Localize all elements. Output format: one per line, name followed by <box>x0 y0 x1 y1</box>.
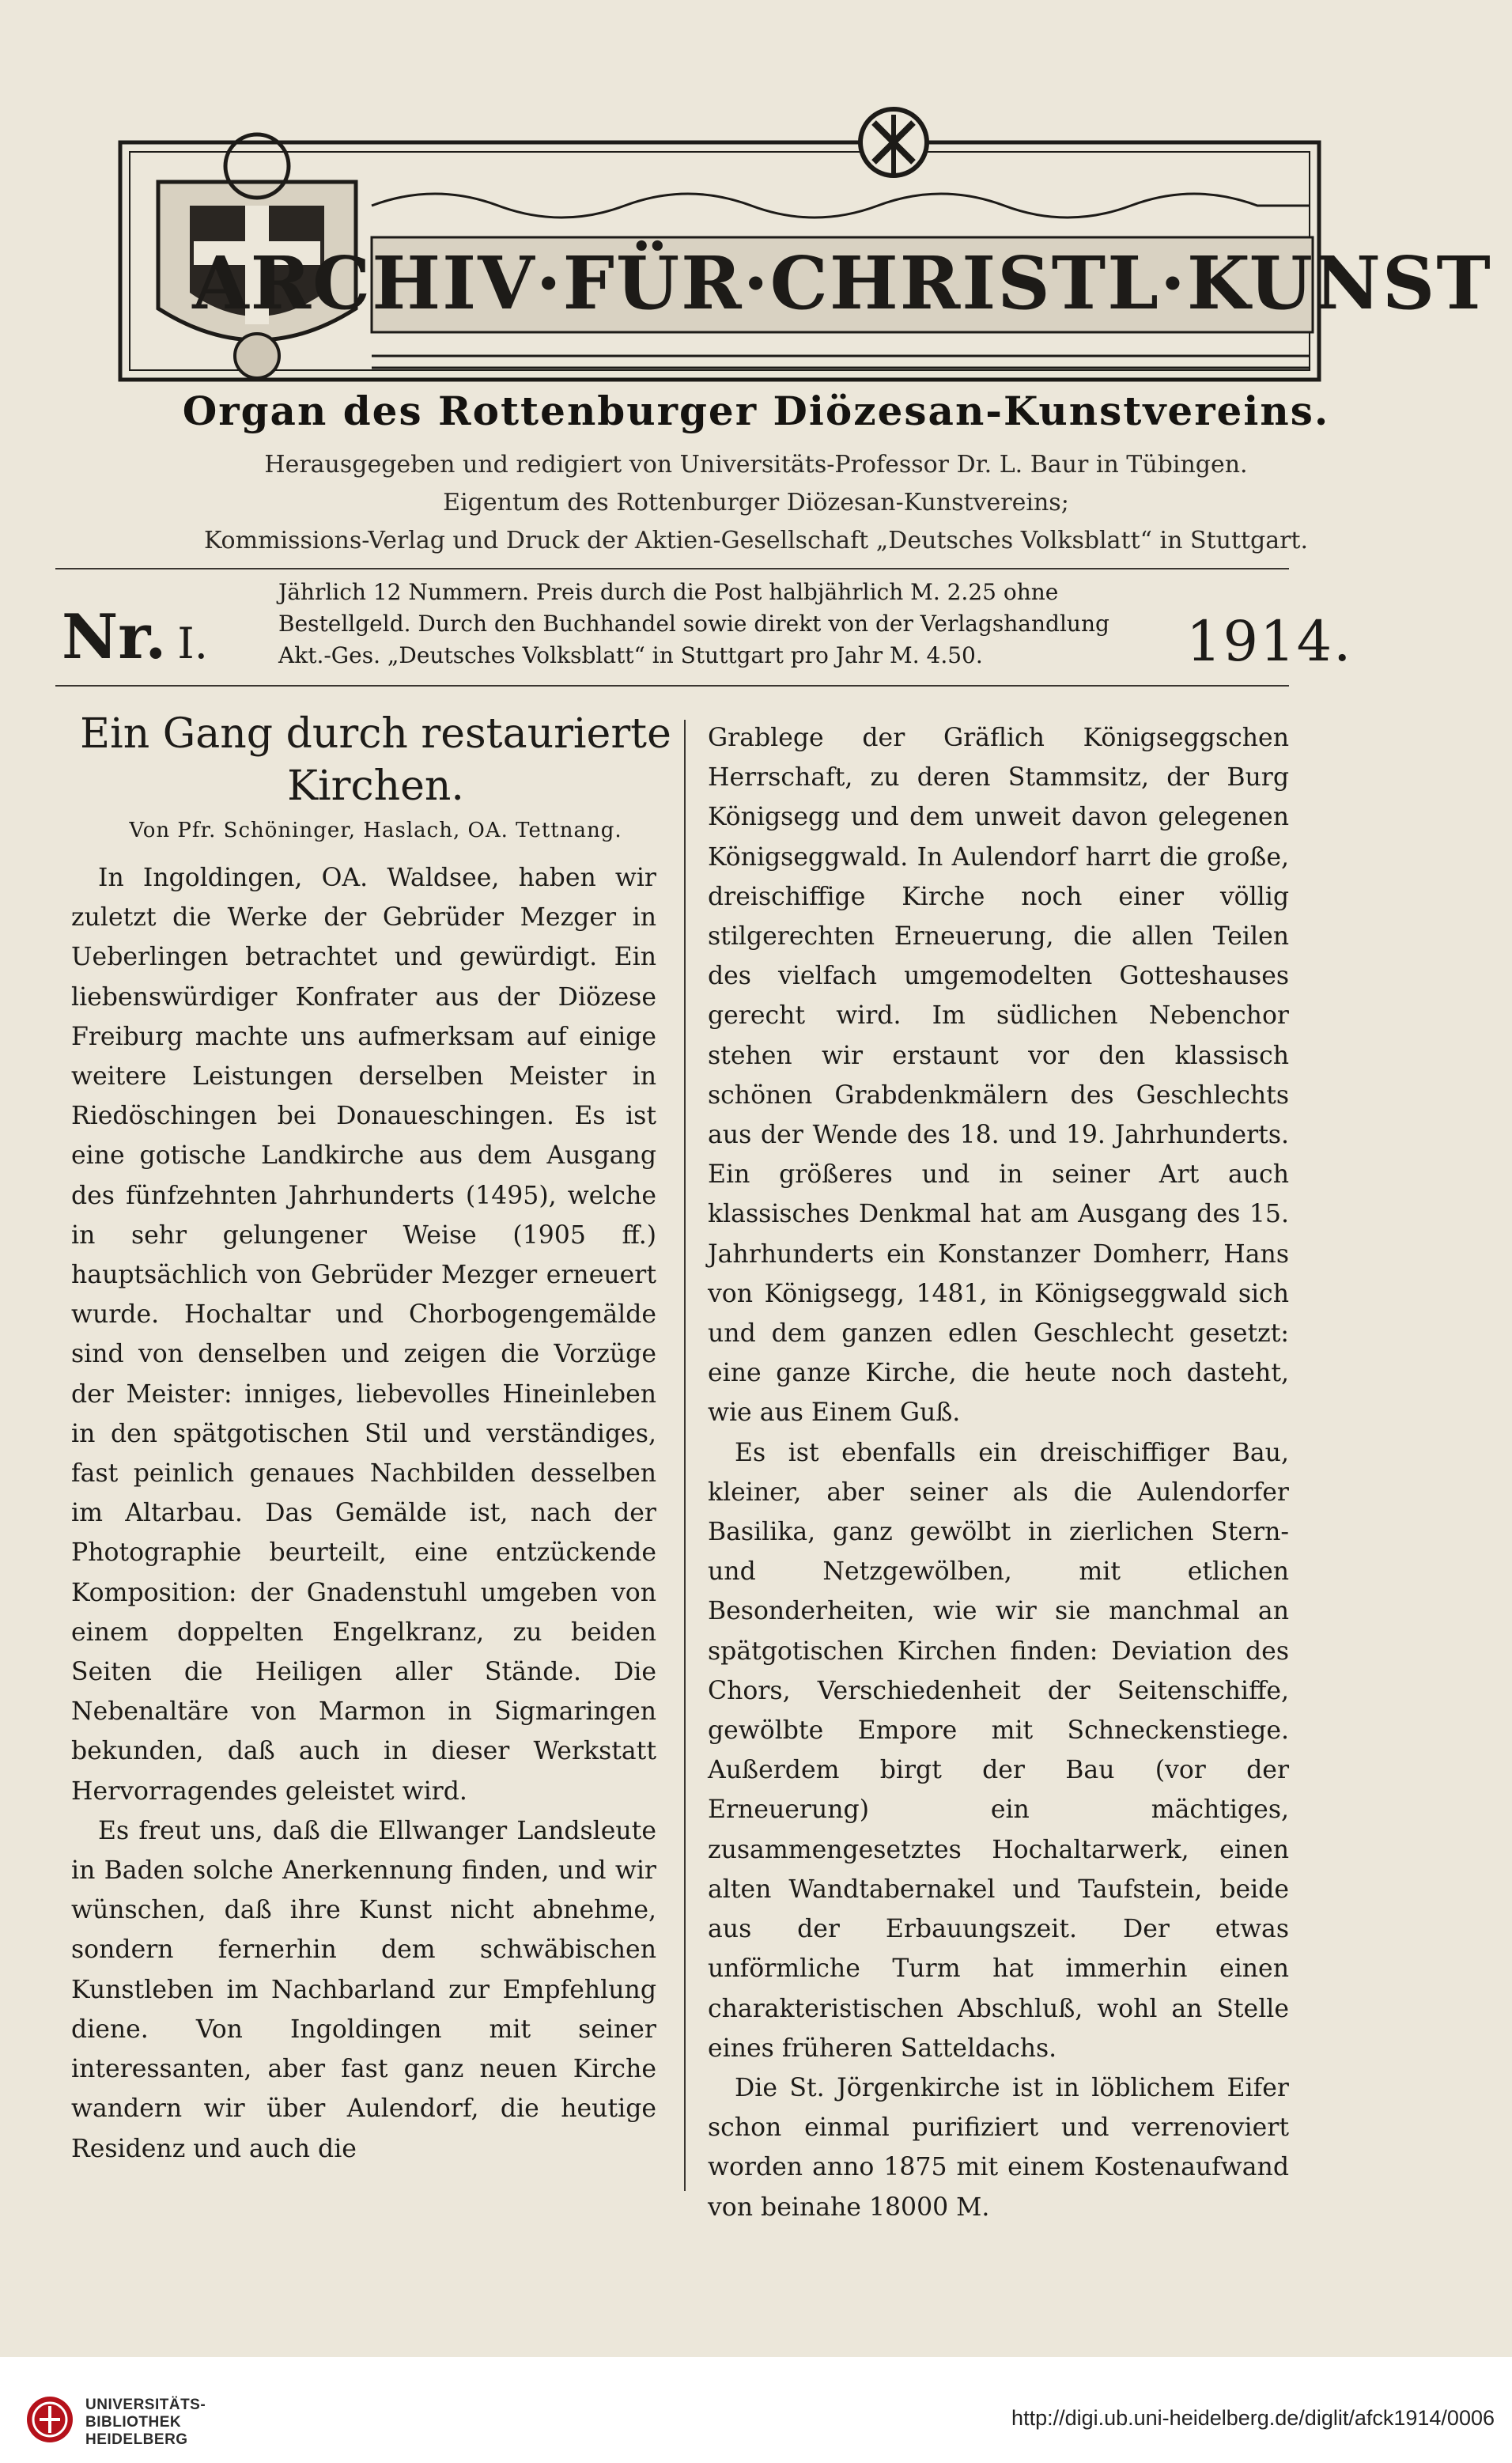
subscription-line-3: Akt.-Ges. „Deutsches Volksblatt“ in Stuttgart pro Jahr M. 4.50. <box>278 642 983 668</box>
subscription-line-1: Jährlich 12 Nummern. Preis durch die Post halbjährlich M. 2.25 ohne <box>278 579 1059 605</box>
masthead <box>119 111 1492 403</box>
publisher-line: Herausgegeben und redigiert von Universitäts-Professor Dr. L. Baur in Tübingen. <box>264 451 1248 479</box>
footer-bar <box>0 2357 1512 2463</box>
library-name-line-3: HEIDELBERG <box>85 2431 188 2448</box>
right-paragraph-1: Grablege der Gräflich Königseggschen Herrschaft, zu deren Stammsitz, der Burg Königsegg und dem unweit davon gelegenen Königseggwald. In Aulendorf harrt die große, dreischiffige Kirche noch einer völlig stilgerechten Erneuerung, die allen Teilen des vielfach umgemodelten Gotteshauses gerecht wird. Im südlichen Nebenchor stehen wir erstaunt vor den klassisch schönen Grabdenkmälern des Geschlechts aus der Wende des 18. und 19. Jahrhunderts. Ein größeres und in seiner Art auch klassisches Denkmal hat am Ausgang des 15. Jahrhunderts ein Konstanzer Domherr, Hans von Königsegg, 1481, in Königseggwald sich und dem ganzen edlen Geschlecht gesetzt: eine ganze Kirche, die heute noch dasteht, wie aus Einem Guß. <box>708 724 1289 1428</box>
library-name-line-1: UNIVERSITÄTS- <box>85 2397 206 2413</box>
ownership-line: Eigentum des Rottenburger Diözesan-Kunstvereins; <box>443 489 1069 516</box>
issue-number-label: Nr. <box>62 601 167 673</box>
organ-heading: Organ des Rottenburger Diözesan-Kunstvereins. <box>182 388 1330 434</box>
printer-line: Kommissions-Verlag und Druck der Aktien-Gesellschaft „Deutsches Volksblatt“ in Stuttgart. <box>203 527 1309 554</box>
university-seal-icon <box>25 2395 74 2444</box>
left-column <box>71 858 656 2169</box>
left-paragraph-2: Es freut uns, daß die Ellwanger Landsleute in Baden solche Anerkennung finden, und wir wünschen, daß ihre Kunst nicht abnehme, sondern fernerhin dem schwäbischen Kunstleben im Nachbarland zur Empfehlung diene. Von Ingoldingen mit seiner interessanten, aber fast ganz neuen Kirche wandern wir über Aulendorf, die heutige Residenz und auch die <box>71 1816 656 2163</box>
subscription-line-2: Bestellgeld. Durch den Buchhandel sowie direkt von der Verlagshandlung <box>278 611 1109 637</box>
library-name <box>85 2397 206 2449</box>
issue-year: 1914. <box>1186 609 1353 674</box>
right-paragraph-3: Die St. Jörgenkirche ist in löblichem Eifer schon einmal purifiziert und verrenoviert worden anno 1875 mit einem Kostenaufwand von beinahe 18000 M. <box>708 2073 1289 2222</box>
header-rule-bottom <box>55 685 1289 687</box>
column-divider <box>684 720 686 2191</box>
left-paragraph-1: In Ingoldingen, OA. Waldsee, haben wir zuletzt die Werke der Gebrüder Mezger in Ueberlingen betrachtet und gewürdigt. Ein liebenswürdiger Konfrater aus der Diözese Freiburg machte uns aufmerksam auf einige weitere Leistungen derselben Meister in Riedöschingen bei Donaueschingen. Es ist eine gotische Landkirche aus dem Ausgang des fünfzehnten Jahrhunderts (1495), welche in sehr gelungener Weise (1905 ff.) hauptsächlich von Gebrüder Mezger erneuert wurde. Hochaltar und Chorbogengemälde sind von denselben und zeigen die Vorzüge der Meister: inniges, liebevolles Hineinleben in den spätgotischen Stil und verständiges, fast peinlich genaues Nachbilden desselben im Altarbau. Das Gemälde ist, nach der Photographie beurteilt, eine entzückende Komposition: der Gnadenstuhl umgeben von einem doppelten Engelkranz, zu beiden Seiten die Heiligen aller Stände. Die Nebenaltäre von Marmon in Sigmaringen bekunden, daß auch in dieser Werkstatt Hervorragendes geleistet wird. <box>71 864 656 1806</box>
right-paragraph-2: Es ist ebenfalls ein dreischiffiger Bau, kleiner, aber seiner als die Aulendorfer Basilika, ganz gewölbt in zierlichen Stern- und Netzgewölben, mit etlichen Besonderheiten, wie wir sie manchmal an spätgotischen Kirchen finden: Deviation des Chors, Verschiedenheit der Seitenschiffe, gewölbte Empore mit Schneckenstiege. Außerdem birgt der Bau (vor der Erneuerung) ein mächtiges, zusammengesetztes Hochaltarwerk, einen alten Wandtabernakel und Taufstein, beide aus der Erbauungszeit. Der etwas unförmliche Turm hat immerhin einen charakteristischen Abschluß, wohl an Stelle eines früheren Satteldachs. <box>708 1438 1289 2063</box>
masthead-title: ARCHIV·FÜR·CHRISTL·KUNST <box>192 240 1492 326</box>
chi-rho-icon <box>860 109 927 176</box>
header-rule-top <box>55 568 1289 569</box>
issue-number-value: I. <box>177 619 208 668</box>
issue-number <box>62 601 208 673</box>
masthead-ornament <box>119 111 1492 403</box>
article-title <box>71 708 680 812</box>
library-name-line-2: BIBLIOTHEK <box>85 2414 182 2431</box>
digital-library-link[interactable]: http://digi.ub.uni-heidelberg.de/diglit/afck1914/0006 <box>1011 2406 1495 2430</box>
article-title-line-2: Kirchen. <box>287 762 464 810</box>
article-byline: Von Pfr. Schöninger, Haslach, OA. Tettnang. <box>129 819 622 842</box>
article-title-line-1: Ein Gang durch restaurierte <box>80 710 671 758</box>
right-column <box>708 718 1289 2227</box>
